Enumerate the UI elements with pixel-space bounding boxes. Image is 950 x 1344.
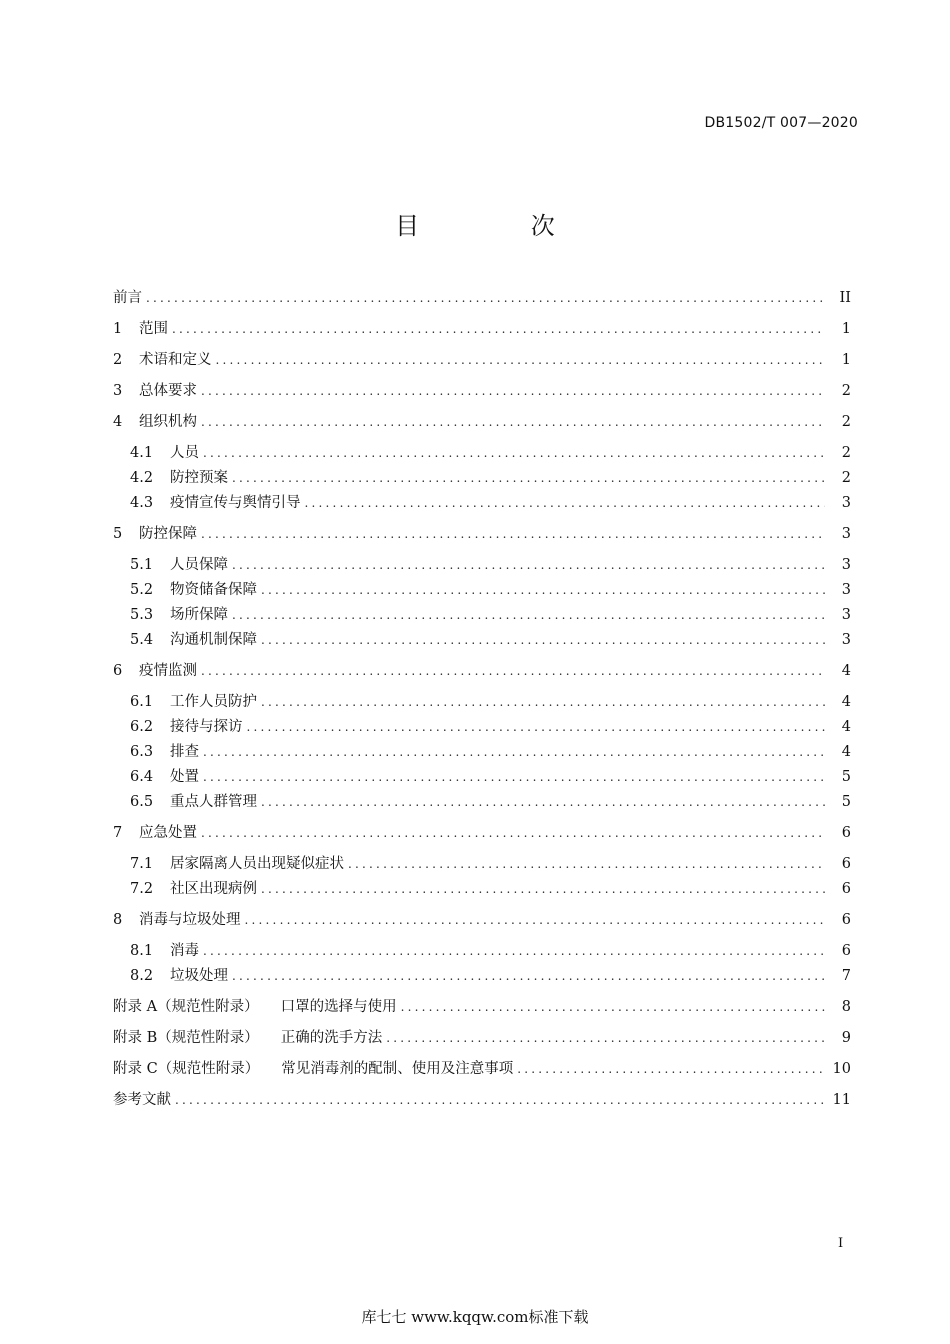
dot-leader xyxy=(201,413,825,431)
toc-entry-6-4[interactable] xyxy=(130,768,851,786)
dot-leader xyxy=(203,743,825,761)
toc-entry-5-3[interactable] xyxy=(130,606,851,624)
dot-leader xyxy=(245,911,826,929)
toc-entry-number: 5.2 xyxy=(130,582,154,598)
toc-entry-5-2[interactable] xyxy=(130,581,851,599)
toc-entry-1[interactable] xyxy=(113,320,851,338)
toc-entry-label: 组织机构 xyxy=(139,414,197,430)
toc-entry-label: 总体要求 xyxy=(139,383,197,399)
toc-entry-7[interactable] xyxy=(113,824,851,842)
toc-entry-label: 处置 xyxy=(170,769,199,785)
toc-entry-4-2[interactable] xyxy=(130,469,851,487)
toc-entry-page: 5 xyxy=(841,769,851,785)
toc-entry-page: 3 xyxy=(841,607,851,623)
toc-entry-page: 3 xyxy=(841,582,851,598)
toc-entry-page: 1 xyxy=(841,321,851,337)
toc-entry-6-2[interactable] xyxy=(130,718,851,736)
toc-entry-7-1[interactable] xyxy=(130,855,851,873)
dot-leader xyxy=(261,880,825,898)
toc-entry-label: 常见消毒剂的配制、使用及注意事项 xyxy=(281,1061,514,1077)
toc-entry-page: 8 xyxy=(841,999,851,1015)
toc-entry-5[interactable] xyxy=(113,525,851,543)
toc-entry-6-5[interactable] xyxy=(130,793,851,811)
dot-leader xyxy=(203,768,825,786)
toc-entry-6[interactable] xyxy=(113,662,851,680)
page-number: I xyxy=(838,1236,844,1251)
toc-entry-label: 防控保障 xyxy=(139,526,197,542)
toc-entry-label: 消毒与垃圾处理 xyxy=(139,912,241,928)
dot-leader xyxy=(261,793,825,811)
toc-entry-appendix-c[interactable] xyxy=(113,1060,851,1078)
toc-entry-page: 6 xyxy=(841,856,851,872)
dot-leader xyxy=(261,581,825,599)
toc-entry-page: 6 xyxy=(841,881,851,897)
dot-leader xyxy=(201,824,825,842)
dot-leader xyxy=(261,693,825,711)
dot-leader xyxy=(203,444,825,462)
toc-entry-number: 1 xyxy=(113,321,123,337)
toc-entry-page: 2 xyxy=(841,414,851,430)
dot-leader xyxy=(201,382,825,400)
toc-entry-label: 消毒 xyxy=(170,943,199,959)
dot-leader xyxy=(401,998,825,1016)
document-code: DB1502/T 007—2020 xyxy=(704,115,858,131)
toc-entry-number: 5.3 xyxy=(130,607,154,623)
toc-entry-label: 物资储备保障 xyxy=(170,582,257,598)
toc-entry-page: 3 xyxy=(841,526,851,542)
toc-entry-number: 7 xyxy=(113,825,123,841)
toc-entry-8[interactable] xyxy=(113,911,851,929)
dot-leader xyxy=(203,942,825,960)
dot-leader xyxy=(386,1029,825,1047)
toc-entry-label: 垃圾处理 xyxy=(170,968,228,984)
toc-entry-number: 3 xyxy=(113,383,123,399)
toc-entry-6-3[interactable] xyxy=(130,743,851,761)
dot-leader xyxy=(348,855,825,873)
toc-entry-label: 排查 xyxy=(170,744,199,760)
toc-entry-label: 术语和定义 xyxy=(139,352,212,368)
toc-entry-label: 正确的洗手方法 xyxy=(280,1030,383,1046)
toc-entry-page: 1 xyxy=(841,352,851,368)
toc-entry-number: 7.2 xyxy=(130,881,154,897)
dot-leader xyxy=(172,320,825,338)
dot-leader xyxy=(232,556,825,574)
toc-entry-number: 6.4 xyxy=(130,769,154,785)
toc-entry-page: II xyxy=(839,290,851,306)
toc-entry-4-1[interactable] xyxy=(130,444,851,462)
toc-entry-label: 社区出现病例 xyxy=(170,881,257,897)
toc-entry-label: 重点人群管理 xyxy=(170,794,257,810)
toc-entry-8-1[interactable] xyxy=(130,942,851,960)
toc-entry-label: 口罩的选择与使用 xyxy=(280,999,397,1015)
toc-entry-page: 3 xyxy=(841,632,851,648)
toc-entry-number: 5.1 xyxy=(130,557,154,573)
toc-entry-appendix-a[interactable] xyxy=(113,998,851,1016)
toc-entry-appendix-b[interactable] xyxy=(113,1029,851,1047)
toc-entry-number: 6.1 xyxy=(130,694,154,710)
toc-entry-number: 8.2 xyxy=(130,968,154,984)
toc-entry-7-2[interactable] xyxy=(130,880,851,898)
toc-entry-3[interactable] xyxy=(113,382,851,400)
dot-leader xyxy=(305,494,826,512)
dot-leader xyxy=(146,289,825,307)
toc-entry-4-3[interactable] xyxy=(130,494,851,512)
toc-entry-page: 6 xyxy=(841,943,851,959)
toc-entry-number: 4.2 xyxy=(130,470,154,486)
dot-leader xyxy=(232,967,825,985)
toc-entry-page: 3 xyxy=(841,557,851,573)
toc-entry-page: 4 xyxy=(841,744,851,760)
toc-entry-label: 疫情监测 xyxy=(139,663,197,679)
toc-entry-label: 人员保障 xyxy=(170,557,228,573)
toc-entry-number: 6.2 xyxy=(130,719,154,735)
toc-entry-page: 7 xyxy=(841,968,851,984)
toc-entry-label: 参考文献 xyxy=(113,1092,171,1108)
toc-entry-label: 前言 xyxy=(113,290,142,306)
dot-leader xyxy=(175,1091,825,1109)
toc-entry-5-4[interactable] xyxy=(130,631,851,649)
toc-entry-page: 3 xyxy=(841,495,851,511)
toc-entry-number: 8.1 xyxy=(130,943,154,959)
toc-entry-number: 6 xyxy=(113,663,123,679)
toc-entry-number: 7.1 xyxy=(130,856,154,872)
toc-entry-5-1[interactable] xyxy=(130,556,851,574)
toc-entry-label: 疫情宣传与舆情引导 xyxy=(170,495,301,511)
appendix-prefix: 附录 C（规范性附录） xyxy=(113,1061,260,1077)
toc-entry-label: 沟通机制保障 xyxy=(170,632,257,648)
toc-entry-page: 9 xyxy=(841,1030,851,1046)
toc-entry-6-1[interactable] xyxy=(130,693,851,711)
toc-entry-label: 人员 xyxy=(170,445,199,461)
dot-leader xyxy=(261,631,825,649)
toc-entry-references[interactable] xyxy=(113,1091,851,1109)
dot-leader xyxy=(201,662,825,680)
toc-entry-number: 5.4 xyxy=(130,632,154,648)
toc-entry-page: 2 xyxy=(841,445,851,461)
toc-entry-number: 5 xyxy=(113,526,123,542)
dot-leader xyxy=(517,1060,824,1078)
toc-entry-number: 6.3 xyxy=(130,744,154,760)
toc-entry-label: 居家隔离人员出现疑似症状 xyxy=(170,856,344,872)
toc-entry-label: 场所保障 xyxy=(170,607,228,623)
dot-leader xyxy=(232,469,825,487)
toc-title: 目 次 xyxy=(395,212,607,240)
dot-leader xyxy=(232,606,825,624)
toc-entry-page: 11 xyxy=(832,1092,851,1108)
toc-entry-label: 范围 xyxy=(139,321,168,337)
toc-entry-number: 2 xyxy=(113,352,123,368)
toc-entry-foreword[interactable] xyxy=(113,289,851,307)
dot-leader xyxy=(247,718,826,736)
toc-entry-page: 4 xyxy=(841,719,851,735)
toc-entry-page: 2 xyxy=(841,470,851,486)
toc-entry-number: 4 xyxy=(113,414,123,430)
toc-entry-label: 工作人员防护 xyxy=(170,694,257,710)
toc-entry-page: 6 xyxy=(841,912,851,928)
dot-leader xyxy=(216,351,826,369)
toc-entry-page: 5 xyxy=(841,794,851,810)
toc-entry-label: 防控预案 xyxy=(170,470,228,486)
toc-entry-page: 4 xyxy=(841,694,851,710)
toc-entry-label: 接待与探访 xyxy=(170,719,243,735)
toc-entry-page: 2 xyxy=(841,383,851,399)
toc-entry-number: 4.3 xyxy=(130,495,154,511)
toc-entry-page: 4 xyxy=(841,663,851,679)
toc-entry-number: 6.5 xyxy=(130,794,154,810)
toc-entry-number: 4.1 xyxy=(130,445,154,461)
toc-entry-page: 10 xyxy=(832,1061,851,1077)
toc-entry-number: 8 xyxy=(113,912,123,928)
appendix-prefix: 附录 A（规范性附录） xyxy=(113,999,259,1015)
toc-entry-2[interactable] xyxy=(113,351,851,369)
toc-entry-page: 6 xyxy=(841,825,851,841)
toc-entry-4[interactable] xyxy=(113,413,851,431)
toc-entry-label: 应急处置 xyxy=(139,825,197,841)
dot-leader xyxy=(201,525,825,543)
footer-watermark: 库七七 www.kqqw.com标准下载 xyxy=(361,1308,589,1326)
toc-entry-8-2[interactable] xyxy=(130,967,851,985)
appendix-prefix: 附录 B（规范性附录） xyxy=(113,1030,259,1046)
